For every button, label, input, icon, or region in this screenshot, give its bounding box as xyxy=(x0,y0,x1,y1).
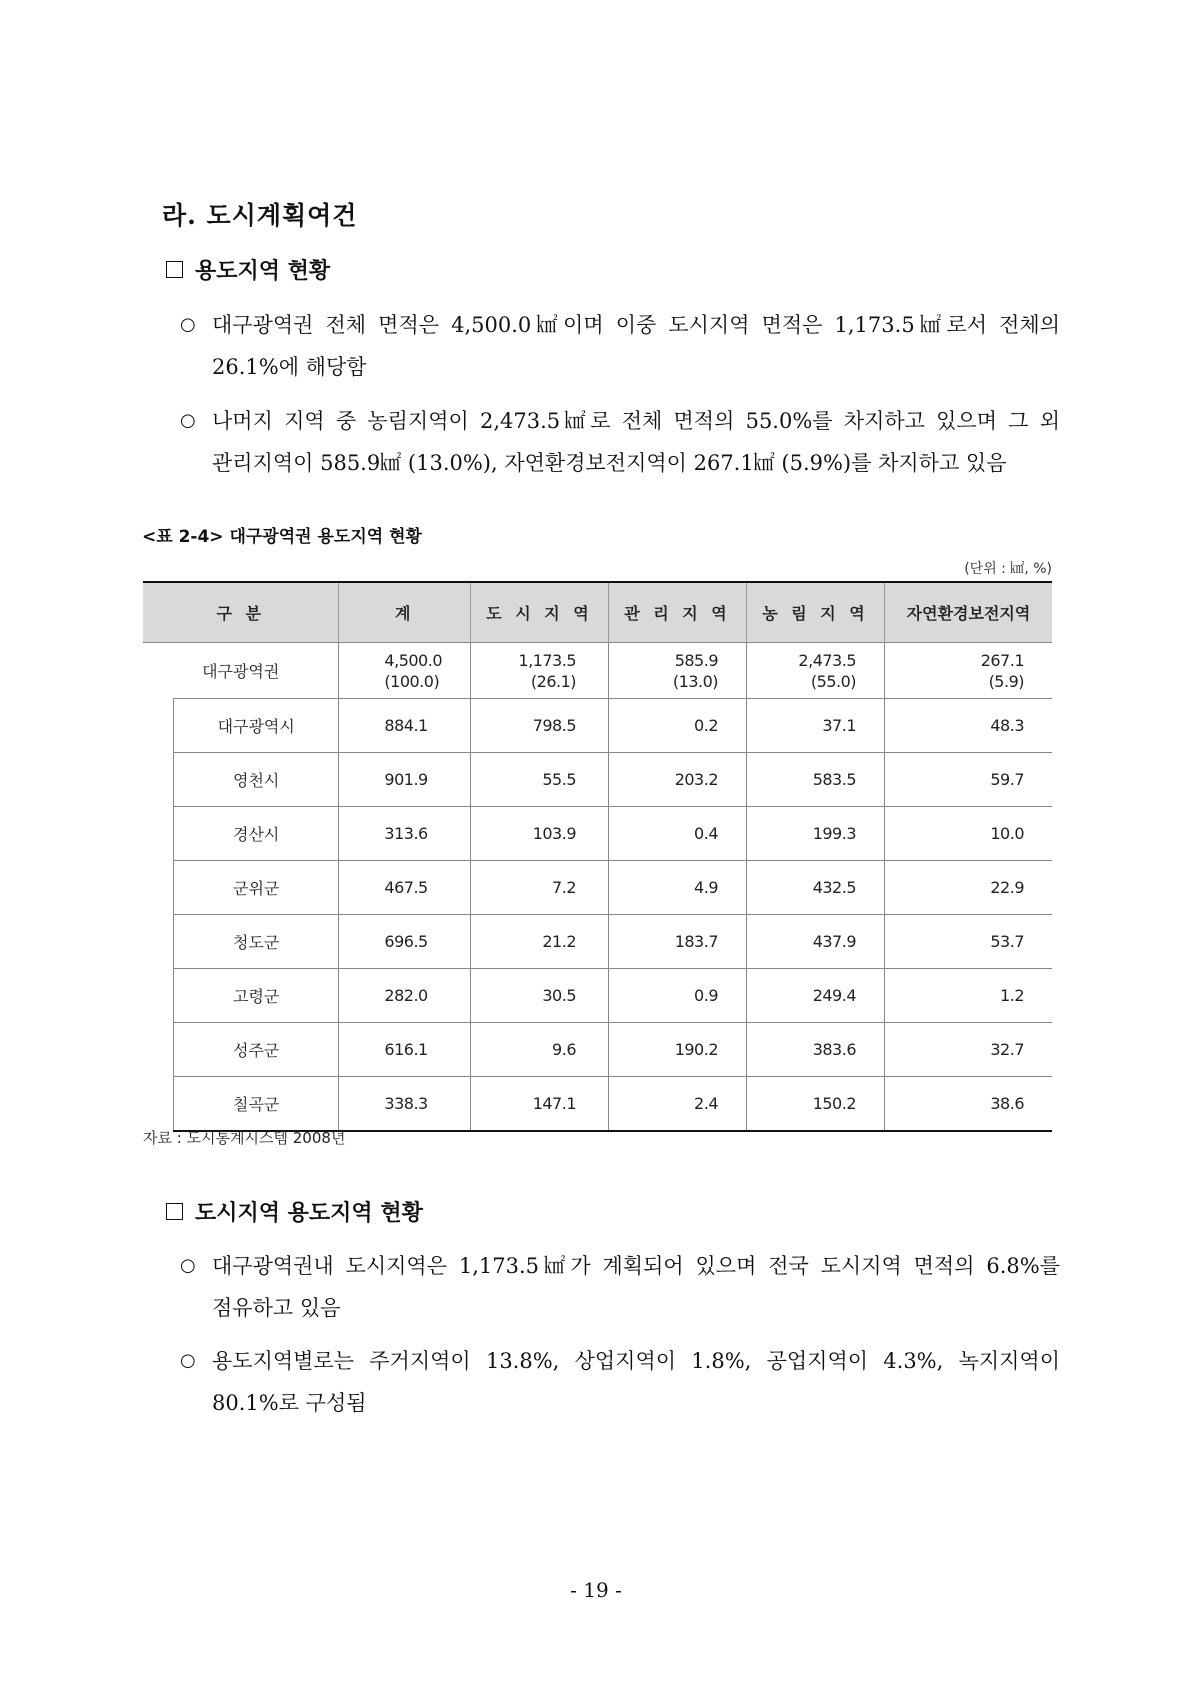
row-name: 칠곡군 xyxy=(174,1077,339,1132)
cell-urban: 798.5 xyxy=(471,699,609,753)
cell-agricultural: 249.4 xyxy=(747,969,885,1023)
cell-conservation: 10.0 xyxy=(885,807,1053,861)
table-row xyxy=(143,915,1052,969)
table-row xyxy=(143,969,1052,1023)
bullet-line: 점유하고 있음 xyxy=(212,1296,341,1320)
cell-conservation: 38.6 xyxy=(885,1077,1053,1132)
cell-agricultural: 583.5 xyxy=(747,753,885,807)
header-conservation: 자연환경보전지역 xyxy=(885,582,1053,643)
table-row xyxy=(143,861,1052,915)
cell-management: 0.4 xyxy=(609,807,747,861)
table-row xyxy=(143,1077,1052,1132)
cell-management: 0.9 xyxy=(609,969,747,1023)
cell-agricultural: 150.2 xyxy=(747,1077,885,1132)
row-name: 대구광역권 xyxy=(143,643,339,699)
land-use-table xyxy=(143,581,1052,1132)
circle-bullet-icon: ○ xyxy=(180,314,196,335)
table-caption: <표 2-4> 대구광역권 용도지역 현황 xyxy=(142,527,422,547)
table-source-note: 자료 : 도시통계시스템 2008년 xyxy=(143,1129,346,1147)
row-name: 군위군 xyxy=(174,861,339,915)
cell-urban: 103.9 xyxy=(471,807,609,861)
table-row xyxy=(143,753,1052,807)
cell-management: 2.4 xyxy=(609,1077,747,1132)
circle-bullet-icon: ○ xyxy=(180,1350,196,1371)
table-row-total xyxy=(143,643,1052,699)
bullet-paragraph xyxy=(180,1340,1060,1424)
table-row xyxy=(143,1023,1052,1077)
bullet-line: 대구광역권 전체 면적은 4,500.0㎢이며 이중 도시지역 면적은 1,173.5㎢로서 전체의 xyxy=(212,313,1060,337)
cell-management: 0.2 xyxy=(609,699,747,753)
header-category: 구 분 xyxy=(143,582,339,643)
cell-conservation: 59.7 xyxy=(885,753,1053,807)
page-number: - 19 - xyxy=(570,1578,622,1602)
bullet-line: 대구광역권내 도시지역은 1,173.5㎢가 계획되어 있으며 전국 도시지역 면적의 6.8%를 xyxy=(212,1254,1060,1278)
cell-conservation: 48.3 xyxy=(885,699,1053,753)
cell-management: 183.7 xyxy=(609,915,747,969)
bullet-paragraph xyxy=(180,1245,1060,1329)
row-name: 경산시 xyxy=(174,807,339,861)
table-header-row xyxy=(143,582,1052,643)
subheading-label: 도시지역 용도지역 현황 xyxy=(195,1200,423,1226)
bullet-line: 나머지 지역 중 농림지역이 2,473.5㎢로 전체 면적의 55.0%를 차지하고 있으며 그 외 xyxy=(212,409,1060,433)
cell-total: 338.3 xyxy=(339,1077,471,1132)
cell-urban: 55.5 xyxy=(471,753,609,807)
section-title: 라. 도시계획여건 xyxy=(162,201,358,230)
cell-urban: 1,173.5 (26.1) xyxy=(471,643,609,699)
cell-total: 4,500.0 (100.0) xyxy=(339,643,471,699)
cell-conservation: 1.2 xyxy=(885,969,1053,1023)
header-agricultural: 농 림 지 역 xyxy=(747,582,885,643)
cell-agricultural: 199.3 xyxy=(747,807,885,861)
table-row xyxy=(143,807,1052,861)
cell-management: 585.9 (13.0) xyxy=(609,643,747,699)
cell-management: 203.2 xyxy=(609,753,747,807)
cell-urban: 7.2 xyxy=(471,861,609,915)
cell-conservation: 53.7 xyxy=(885,915,1053,969)
cell-agricultural: 432.5 xyxy=(747,861,885,915)
cell-urban: 147.1 xyxy=(471,1077,609,1132)
checkbox-icon xyxy=(166,261,183,278)
cell-agricultural: 437.9 xyxy=(747,915,885,969)
bullet-paragraph xyxy=(180,304,1060,388)
subheading-urban-land-use xyxy=(166,1196,423,1227)
header-management: 관 리 지 역 xyxy=(609,582,747,643)
cell-total: 901.9 xyxy=(339,753,471,807)
bullet-line: 관리지역이 585.9㎢ (13.0%), 자연환경보전지역이 267.1㎢ (5.9%)를 차지하고 있음 xyxy=(212,451,1007,475)
cell-conservation: 22.9 xyxy=(885,861,1053,915)
cell-urban: 30.5 xyxy=(471,969,609,1023)
cell-agricultural: 2,473.5 (55.0) xyxy=(747,643,885,699)
unit-note: (단위 : ㎢, %) xyxy=(964,561,1052,577)
circle-bullet-icon: ○ xyxy=(180,1255,196,1276)
header-urban: 도 시 지 역 xyxy=(471,582,609,643)
row-name: 대구광역시 xyxy=(174,699,339,753)
header-total: 계 xyxy=(339,582,471,643)
indent-spacer xyxy=(143,699,174,1132)
cell-total: 884.1 xyxy=(339,699,471,753)
cell-conservation: 32.7 xyxy=(885,1023,1053,1077)
cell-total: 282.0 xyxy=(339,969,471,1023)
bullet-line: 80.1%로 구성됨 xyxy=(212,1391,367,1415)
cell-urban: 9.6 xyxy=(471,1023,609,1077)
cell-total: 467.5 xyxy=(339,861,471,915)
cell-agricultural: 37.1 xyxy=(747,699,885,753)
table-row xyxy=(143,699,1052,753)
cell-management: 4.9 xyxy=(609,861,747,915)
subheading-label: 용도지역 현황 xyxy=(195,258,331,284)
row-name: 영천시 xyxy=(174,753,339,807)
circle-bullet-icon: ○ xyxy=(180,410,196,431)
row-name: 청도군 xyxy=(174,915,339,969)
cell-total: 696.5 xyxy=(339,915,471,969)
row-name: 성주군 xyxy=(174,1023,339,1077)
cell-total: 616.1 xyxy=(339,1023,471,1077)
bullet-line: 용도지역별로는 주거지역이 13.8%, 상업지역이 1.8%, 공업지역이 4.3%, 녹지지역이 xyxy=(212,1349,1060,1373)
bullet-line: 26.1%에 해당함 xyxy=(212,355,367,379)
cell-conservation: 267.1 (5.9) xyxy=(885,643,1053,699)
cell-agricultural: 383.6 xyxy=(747,1023,885,1077)
bullet-paragraph xyxy=(180,400,1060,484)
subheading-land-use xyxy=(166,254,330,285)
row-name: 고령군 xyxy=(174,969,339,1023)
cell-management: 190.2 xyxy=(609,1023,747,1077)
cell-total: 313.6 xyxy=(339,807,471,861)
checkbox-icon xyxy=(166,1203,183,1220)
cell-urban: 21.2 xyxy=(471,915,609,969)
